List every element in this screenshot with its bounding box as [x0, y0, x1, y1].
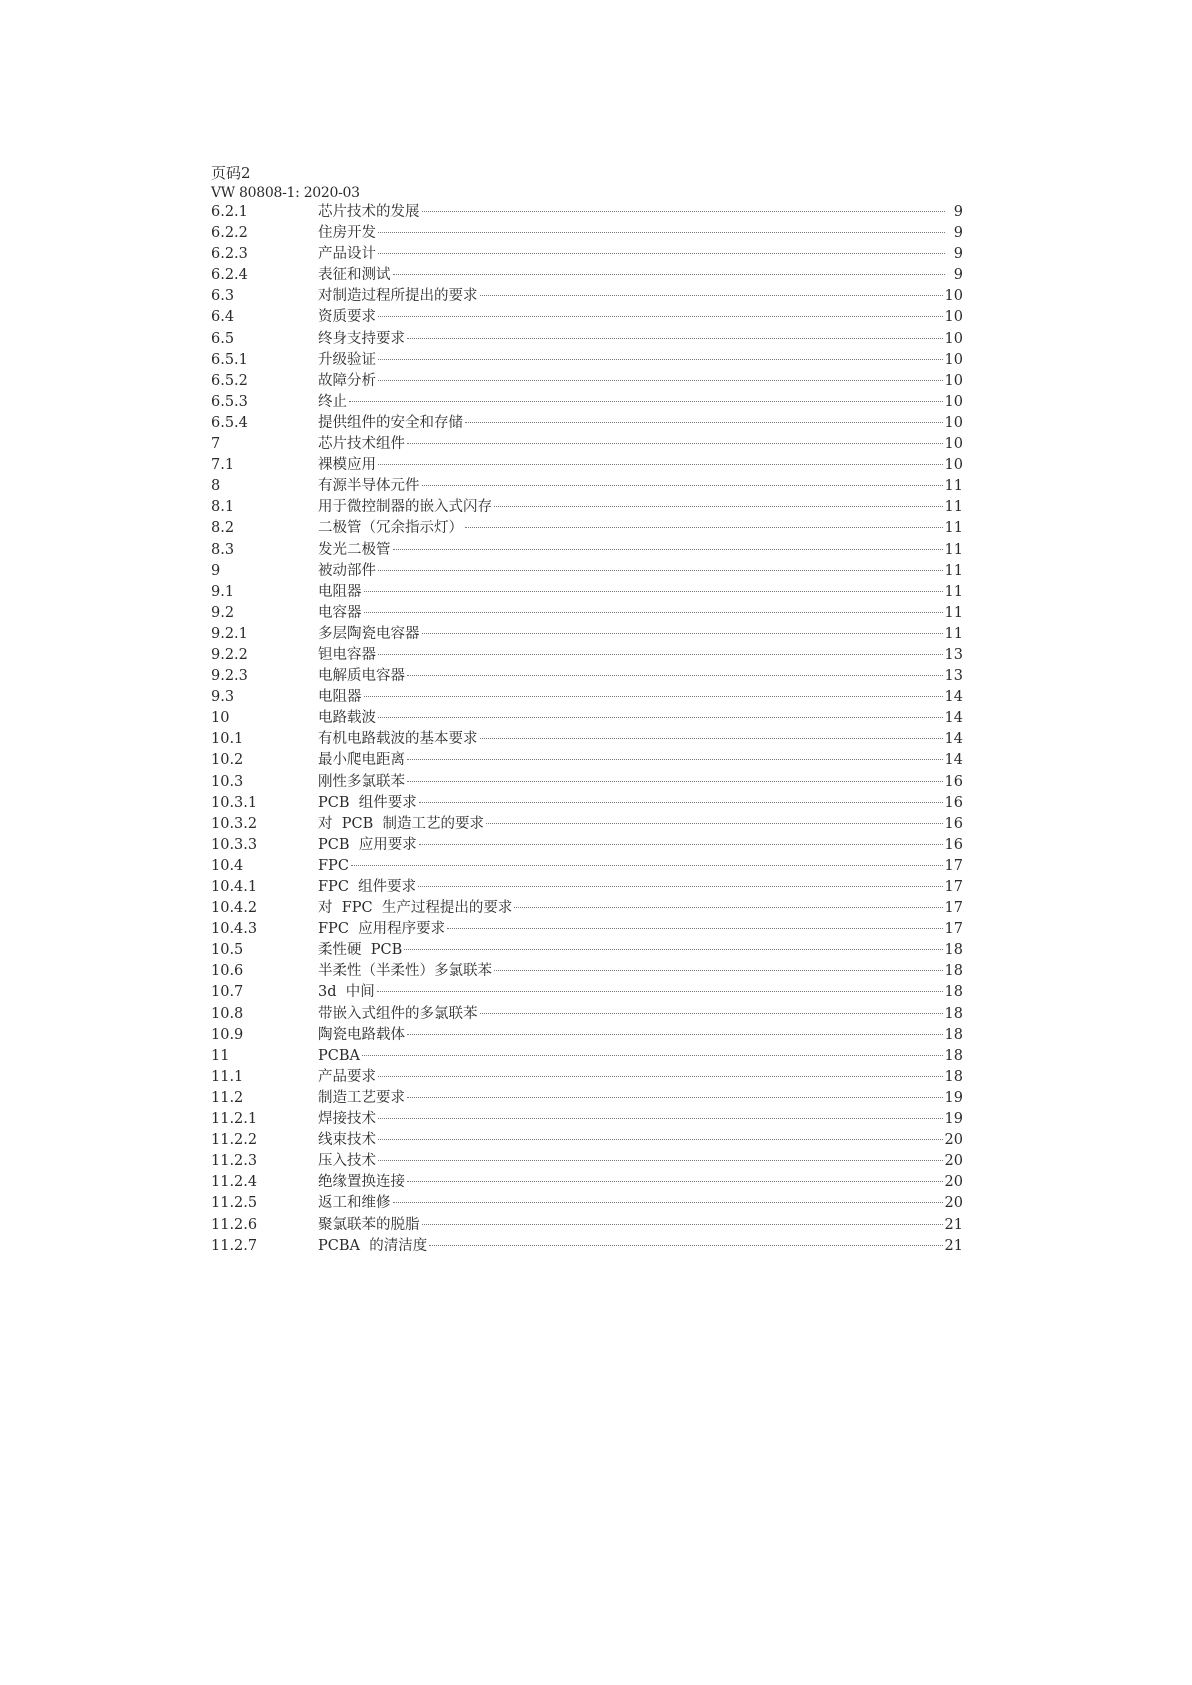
section-number: 9.3: [211, 689, 235, 706]
section-title: 二极管（冗余指示灯）: [318, 520, 463, 537]
page-number: 20: [944, 1174, 963, 1191]
section-title: 陶瓷电路载体: [318, 1026, 405, 1043]
toc-entry[interactable]: [211, 561, 963, 582]
section-number: 10.5: [211, 942, 244, 959]
toc-entry[interactable]: [211, 455, 963, 476]
dot-leader: [364, 591, 943, 592]
section-title: FPC 应用程序要求: [318, 921, 446, 938]
document-id: VW 80808-1: 2020-03: [211, 185, 360, 201]
section-number: 6.5: [211, 330, 235, 347]
page-number: 11: [944, 625, 963, 642]
section-title: PCBA 的清洁度: [318, 1237, 428, 1254]
dot-leader: [378, 1160, 943, 1161]
toc-entry[interactable]: [211, 750, 963, 771]
toc-entry[interactable]: [211, 286, 963, 307]
section-number: 8.2: [211, 520, 235, 537]
section-number: 10.3: [211, 773, 244, 790]
dot-leader: [407, 1034, 943, 1035]
toc-entry[interactable]: [211, 413, 963, 434]
toc-entry[interactable]: [211, 835, 963, 856]
dot-leader: [378, 232, 945, 233]
section-title: 电路载波: [318, 710, 376, 727]
section-title: 线束技术: [318, 1132, 376, 1149]
section-number: 11.2.1: [211, 1111, 258, 1128]
page-number: 16: [944, 794, 963, 811]
toc-entry[interactable]: [211, 877, 963, 898]
page-label: 页码2: [211, 164, 251, 182]
page-number: 18: [944, 942, 963, 959]
toc-entry[interactable]: [211, 202, 963, 223]
dot-leader: [465, 527, 943, 528]
toc-entry[interactable]: [211, 898, 963, 919]
section-number: 10.8: [211, 1005, 244, 1022]
section-number: 10.3.3: [211, 836, 258, 853]
toc-entry[interactable]: [211, 244, 963, 265]
dot-leader: [422, 485, 943, 486]
dot-leader: [422, 633, 943, 634]
dot-leader: [393, 274, 946, 275]
section-title: 压入技术: [318, 1153, 376, 1170]
section-number: 11.2.7: [211, 1237, 258, 1254]
page-number: 11: [944, 541, 963, 558]
page-number: 21: [944, 1216, 963, 1233]
toc-entry[interactable]: [211, 666, 963, 687]
section-title: 裸模应用: [318, 457, 376, 474]
page-number: 11: [944, 604, 963, 621]
page-number: 13: [944, 646, 963, 663]
dot-leader: [447, 928, 942, 929]
section-number: 9.2.3: [211, 668, 248, 685]
page-number: 14: [944, 752, 963, 769]
section-number: 9.2.2: [211, 646, 248, 663]
dot-leader: [351, 865, 943, 866]
toc-entry[interactable]: [211, 223, 963, 244]
page-number: 10: [944, 372, 963, 389]
section-number: 11.2.5: [211, 1195, 258, 1212]
section-title: 电阻器: [318, 689, 362, 706]
toc-entry[interactable]: [211, 371, 963, 392]
toc-entry[interactable]: [211, 1109, 963, 1130]
toc-entry[interactable]: [211, 961, 963, 982]
section-number: 11.2: [211, 1089, 244, 1106]
toc-entry[interactable]: [211, 1025, 963, 1046]
section-title: 钽电容器: [318, 646, 376, 663]
section-number: 11.2.3: [211, 1153, 258, 1170]
toc-entry[interactable]: [211, 708, 963, 729]
section-title: PCB 组件要求: [318, 794, 417, 811]
toc-entry[interactable]: [211, 1046, 963, 1067]
page-number: 11: [944, 520, 963, 537]
section-number: 10.2: [211, 752, 244, 769]
dot-leader: [393, 549, 943, 550]
section-title: 有机电路载波的基本要求: [318, 731, 478, 748]
section-title: 产品要求: [318, 1068, 376, 1085]
page-number: 11: [944, 562, 963, 579]
toc-entry[interactable]: [211, 1088, 963, 1109]
dot-leader: [378, 253, 945, 254]
page-number: 11: [944, 499, 963, 516]
page-number: 20: [944, 1195, 963, 1212]
section-title: 故障分析: [318, 372, 376, 389]
page-number: 9: [953, 225, 963, 242]
section-title: 终止: [318, 393, 347, 410]
section-number: 6.5.3: [211, 393, 248, 410]
section-number: 10.4.2: [211, 900, 258, 917]
page-number: 10: [944, 457, 963, 474]
toc-entry[interactable]: [211, 919, 963, 940]
section-number: 8.3: [211, 541, 235, 558]
page-number: 10: [944, 330, 963, 347]
toc-entry[interactable]: [211, 1067, 963, 1088]
dot-leader: [378, 464, 943, 465]
page-number: 19: [944, 1089, 963, 1106]
section-title: PCB 应用要求: [318, 836, 417, 853]
section-title: 表征和测试: [318, 267, 391, 284]
dot-leader: [486, 823, 943, 824]
section-number: 6.5.4: [211, 414, 248, 431]
section-title: 电容器: [318, 604, 362, 621]
dot-leader: [378, 654, 943, 655]
page-number: 20: [944, 1132, 963, 1149]
toc-entry[interactable]: [211, 582, 963, 603]
page-number: 18: [944, 963, 963, 980]
toc-entry[interactable]: [211, 329, 963, 350]
page-number: 19: [944, 1111, 963, 1128]
toc-entry[interactable]: [211, 434, 963, 455]
page-number: 16: [944, 773, 963, 790]
page-number: 14: [944, 710, 963, 727]
dot-leader: [378, 570, 943, 571]
page-number: 17: [944, 879, 963, 895]
dot-leader: [422, 211, 946, 212]
page-number: 17: [944, 921, 963, 938]
section-number: 11.1: [211, 1068, 244, 1085]
dot-leader: [480, 295, 943, 296]
dot-leader: [494, 970, 943, 971]
section-number: 6.2.1: [211, 204, 248, 220]
page-number: 16: [944, 836, 963, 853]
dot-leader: [407, 1097, 943, 1098]
page-number: 14: [944, 689, 963, 706]
section-title: 制造工艺要求: [318, 1089, 405, 1106]
toc-entry[interactable]: [211, 476, 963, 497]
section-number: 9: [211, 562, 221, 579]
dot-leader: [480, 738, 943, 739]
section-title: 最小爬电距离: [318, 752, 405, 769]
section-title: 资质要求: [318, 309, 376, 326]
toc-entry[interactable]: [211, 518, 963, 539]
section-title: FPC: [318, 857, 349, 874]
dot-leader: [422, 1224, 943, 1225]
section-title: 有源半导体元件: [318, 478, 420, 495]
section-title: 半柔性（半柔性）多氯联苯: [318, 963, 492, 980]
section-title: 对制造过程所提出的要求: [318, 288, 478, 305]
toc-entry[interactable]: [211, 645, 963, 666]
toc-entry[interactable]: [211, 814, 963, 835]
dot-leader: [418, 886, 942, 887]
dot-leader: [362, 1055, 943, 1056]
section-title: 对 FPC 生产过程提出的要求: [318, 900, 513, 917]
toc-entry[interactable]: [211, 350, 963, 371]
section-title: 住房开发: [318, 225, 376, 242]
toc-entry[interactable]: [211, 729, 963, 750]
section-title: 聚氯联苯的脱脂: [318, 1216, 420, 1233]
page-number: 11: [944, 478, 963, 495]
section-title: FPC 组件要求: [318, 879, 417, 895]
dot-leader: [378, 1118, 943, 1119]
toc-entry[interactable]: [211, 1151, 963, 1172]
dot-leader: [494, 506, 943, 507]
toc-entry[interactable]: [211, 856, 963, 877]
section-number: 6.3: [211, 288, 235, 305]
page-number: 10: [944, 393, 963, 410]
section-title: 绝缘置换连接: [318, 1174, 405, 1191]
dot-leader: [364, 696, 943, 697]
section-number: 9.1: [211, 583, 235, 600]
section-title: 终身支持要求: [318, 330, 405, 347]
toc-entry[interactable]: [211, 1004, 963, 1025]
toc-entry[interactable]: [211, 540, 963, 561]
section-title: 产品设计: [318, 246, 376, 263]
section-title: 发光二极管: [318, 541, 391, 558]
toc-entry[interactable]: [211, 1193, 963, 1214]
section-title: 返工和维修: [318, 1195, 391, 1212]
section-title: 刚性多氯联苯: [318, 773, 405, 790]
dot-leader: [407, 675, 943, 676]
page-number: 17: [944, 857, 963, 874]
dot-leader: [404, 949, 942, 950]
toc-entry[interactable]: [211, 1130, 963, 1151]
section-title: PCBA: [318, 1047, 360, 1064]
section-number: 10.3.1: [211, 794, 258, 811]
section-number: 10.4.3: [211, 921, 258, 938]
page-number: 13: [944, 668, 963, 685]
section-number: 6.2.4: [211, 267, 248, 284]
section-title: 焊接技术: [318, 1111, 376, 1128]
toc-entry[interactable]: [211, 687, 963, 708]
page-number: 18: [944, 1047, 963, 1064]
page-number: 17: [944, 900, 963, 917]
section-number: 6.5.1: [211, 351, 248, 368]
section-number: 9.2: [211, 604, 235, 621]
section-title: 对 PCB 制造工艺的要求: [318, 815, 484, 832]
dot-leader: [364, 612, 943, 613]
dot-leader: [407, 338, 943, 339]
toc-entry[interactable]: [211, 603, 963, 624]
dot-leader: [429, 1245, 942, 1246]
page-number: 21: [944, 1237, 963, 1254]
page-number: 20: [944, 1153, 963, 1170]
section-number: 10.4: [211, 857, 244, 874]
section-title: 电阻器: [318, 583, 362, 600]
dot-leader: [419, 802, 943, 803]
section-number: 6.5.2: [211, 372, 248, 389]
page-number: 10: [944, 414, 963, 431]
toc-entry[interactable]: [211, 1215, 963, 1236]
section-number: 6.2.3: [211, 246, 248, 263]
toc-entry[interactable]: [211, 940, 963, 961]
section-number: 10.9: [211, 1026, 244, 1043]
section-number: 10.1: [211, 731, 244, 748]
section-number: 10.6: [211, 963, 244, 980]
section-number: 9.2.1: [211, 625, 248, 642]
section-title: 提供组件的安全和存储: [318, 414, 463, 431]
toc-entry[interactable]: [211, 624, 963, 645]
section-number: 6.4: [211, 309, 235, 326]
dot-leader: [378, 359, 943, 360]
section-number: 10.4.1: [211, 879, 258, 895]
page-number: 10: [944, 351, 963, 368]
document-page: [211, 163, 963, 1257]
section-number: 11.2.4: [211, 1174, 258, 1191]
toc-entry[interactable]: [211, 1172, 963, 1193]
section-number: 10.3.2: [211, 815, 258, 832]
page-number: 16: [944, 815, 963, 832]
dot-leader: [378, 380, 943, 381]
toc-entry[interactable]: [211, 307, 963, 328]
dot-leader: [465, 422, 943, 423]
section-number: 11.2.6: [211, 1216, 258, 1233]
dot-leader: [349, 401, 943, 402]
toc-entry[interactable]: [211, 497, 963, 518]
page-number: 18: [944, 984, 963, 1001]
toc-entry[interactable]: [211, 1236, 963, 1257]
toc-entry[interactable]: [211, 772, 963, 793]
section-title: 柔性硬 PCB: [318, 942, 403, 959]
section-number: 8.1: [211, 499, 235, 516]
dot-leader: [378, 1076, 943, 1077]
section-number: 11: [211, 1047, 230, 1064]
toc-entry[interactable]: [211, 793, 963, 814]
dot-leader: [378, 1139, 943, 1140]
toc-entry[interactable]: [211, 392, 963, 413]
page-number: 11: [944, 583, 963, 600]
section-title: 电解质电容器: [318, 668, 405, 685]
page-number: 18: [944, 1026, 963, 1043]
toc-entry[interactable]: [211, 265, 963, 286]
section-number: 11.2.2: [211, 1132, 258, 1149]
section-title: 芯片技术的发展: [318, 204, 420, 220]
section-title: 被动部件: [318, 562, 376, 579]
dot-leader: [407, 1181, 943, 1182]
section-number: 10.7: [211, 984, 244, 1001]
section-number: 7: [211, 436, 221, 453]
dot-leader: [407, 443, 943, 444]
page-number: 10: [944, 309, 963, 326]
page-number: 14: [944, 731, 963, 748]
section-number: 6.2.2: [211, 225, 248, 242]
section-number: 7.1: [211, 457, 235, 474]
dot-leader: [377, 991, 943, 992]
section-title: 用于微控制器的嵌入式闪存: [318, 499, 492, 516]
dot-leader: [407, 781, 943, 782]
section-title: 带嵌入式组件的多氯联苯: [318, 1005, 478, 1022]
page-number: 9: [953, 246, 963, 263]
dot-leader: [419, 844, 943, 845]
section-number: 8: [211, 478, 221, 495]
page-number: 9: [953, 267, 963, 284]
page-number: 18: [944, 1005, 963, 1022]
dot-leader: [378, 316, 943, 317]
page-number: 18: [944, 1068, 963, 1085]
page-number: 10: [944, 288, 963, 305]
section-number: 10: [211, 710, 230, 727]
dot-leader: [407, 759, 943, 760]
page-number: 9: [953, 204, 963, 220]
section-title: 升级验证: [318, 351, 376, 368]
dot-leader: [514, 907, 942, 908]
section-title: 芯片技术组件: [318, 436, 405, 453]
section-title: 3d 中间: [318, 984, 375, 1001]
section-title: 多层陶瓷电容器: [318, 625, 420, 642]
dot-leader: [480, 1013, 943, 1014]
toc-entry[interactable]: [211, 982, 963, 1003]
table-of-contents: [211, 202, 963, 1257]
dot-leader: [393, 1202, 943, 1203]
dot-leader: [378, 717, 943, 718]
page-number: 10: [944, 436, 963, 453]
